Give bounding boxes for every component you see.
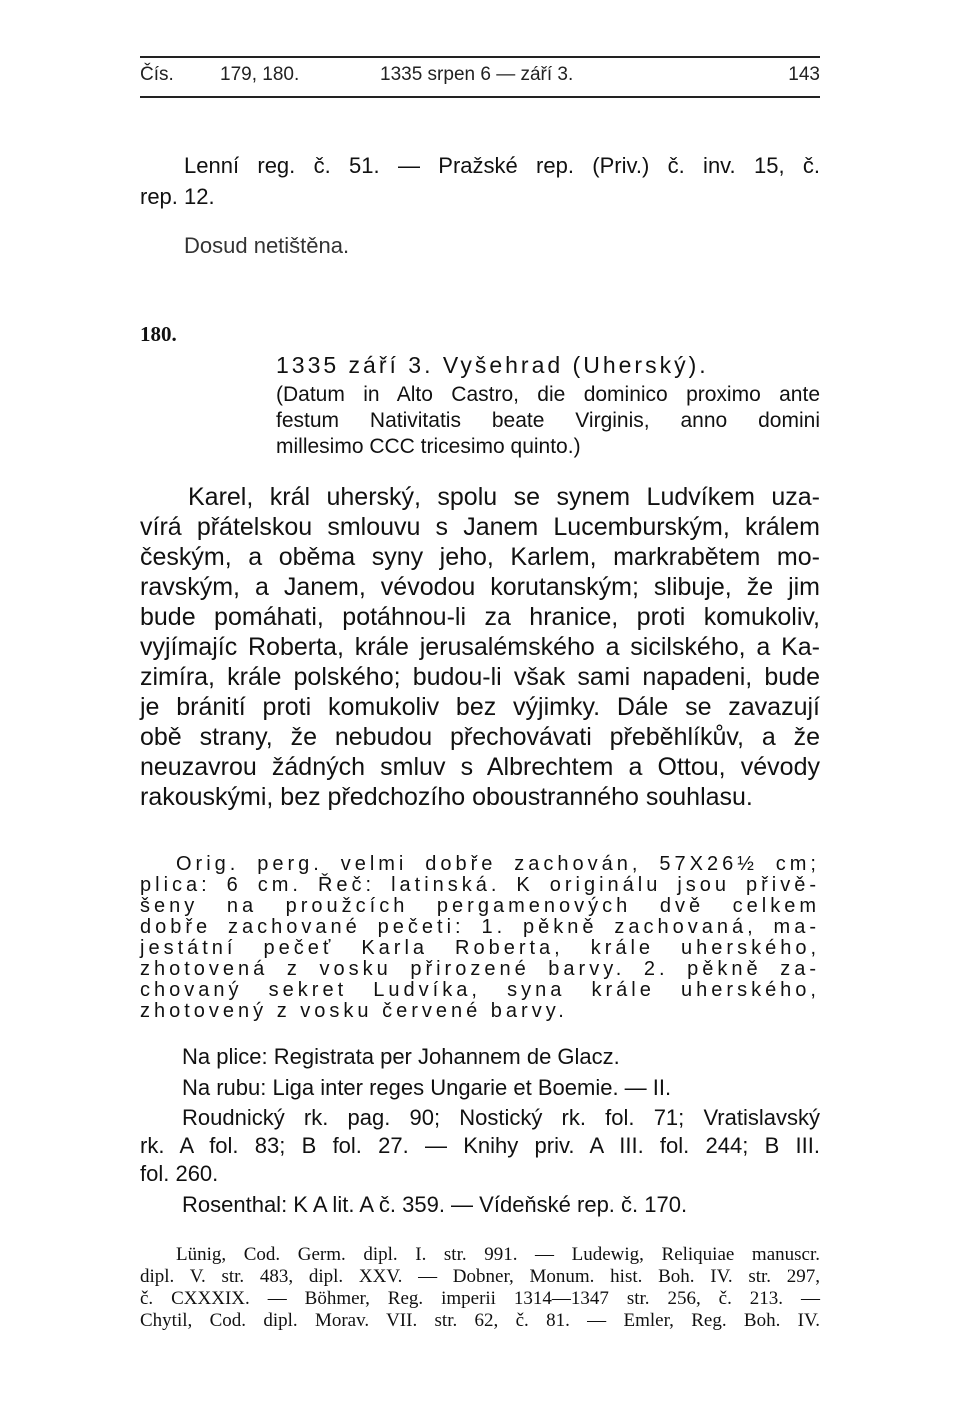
regest-line: českým, a oběma syny jeho, Karlem, markrabětem mo- xyxy=(140,543,820,571)
literature-line: Chytil, Cod. dipl. Morav. VII. str. 62, č. 81. — Emler, Reg. Boh. IV. xyxy=(140,1310,820,1331)
literature-line: č. CXXXIX. — Böhmer, Reg. imperii 1314—1347 str. 256, č. 213. — xyxy=(140,1288,820,1309)
datum-clause xyxy=(276,382,820,460)
header-numbers: 179, 180. xyxy=(220,64,300,85)
literature-line: dipl. V. str. 483, dipl. XXV. — Dobner, Monum. hist. Boh. IV. str. 297, xyxy=(140,1266,820,1287)
status-text: Dosud netištěna. xyxy=(184,233,350,258)
prev-entry-references xyxy=(140,150,820,212)
regest-line: vyjímajíc Roberta, krále jerusalémského a sicilského, a Ka- xyxy=(140,633,820,661)
description-line: dobře zachované pečeti: 1. pěkně zachovaná, ma- xyxy=(140,916,820,938)
copies-note xyxy=(140,1104,820,1188)
regest-line: obě strany, že nebudou přechovávati přeběhlíkův, a že xyxy=(140,723,820,751)
datum-line: millesimo CCC tricesimo quinto.) xyxy=(276,435,581,458)
regest-paragraph xyxy=(140,482,820,812)
description-line: chovaný sekret Ludvíka, syna krále uherského, xyxy=(140,979,820,1001)
regest-line: vírá přátelskou smlouvu s Janem Lucemburským, králem xyxy=(140,513,820,541)
copies-line: Roudnický rk. pag. 90; Nostický rk. fol. 71; Vratislavský xyxy=(182,1105,820,1130)
dorse-note: Na rubu: Liga inter reges Ungarie et Boemie. — II. xyxy=(182,1075,672,1100)
description-line: Orig. perg. velmi dobře zachován, 57X26½ cm; xyxy=(176,853,820,875)
description-line: jestátní pečeť Karla Roberta, krále uherského, xyxy=(140,937,820,959)
copies-line: fol. 260. xyxy=(140,1161,219,1186)
plica-note: Na plice: Registrata per Johannem de Glacz. xyxy=(182,1044,620,1069)
description-line: šeny na proužcích pergamenových dvě celkem xyxy=(140,895,820,917)
prev-ref-line: rep. 12. xyxy=(140,184,215,209)
top-rule xyxy=(140,56,820,58)
copies-line: rk. A fol. 83; B fol. 27. — Knihy priv. A III. fol. 244; B III. xyxy=(140,1133,820,1158)
entry-date-place: 1335 září 3. Vyšehrad (Uherský). xyxy=(276,352,709,378)
regest-line: Karel, král uherský, spolu se synem Ludvíkem uza- xyxy=(188,483,820,511)
description-line: plica: 6 cm. Řeč: latinská. K originálu jsou přivě- xyxy=(140,874,820,896)
regest-line: zimíra, krále polského; budou-li však sami napadeni, bude xyxy=(140,663,820,691)
regest-line: neuzavrou žádných smluv s Albrechtem a Ottou, vévody xyxy=(140,753,820,781)
datum-line: (Datum in Alto Castro, die dominico proximo ante xyxy=(276,383,820,406)
regest-line: je bránití proti komukoliv bez výjimky. Dále se zavazují xyxy=(140,693,820,721)
regest-line: bude pomáhati, potáhnou-li za hranice, proti komukoliv, xyxy=(140,603,820,631)
running-header xyxy=(140,64,820,94)
prev-entry-status xyxy=(184,230,864,261)
description-line: zhotovená z vosku přirozené barvy. 2. pěkně za- xyxy=(140,958,820,980)
regest-line: ravským, a Janem, vévodou korutanským; slibuje, že jim xyxy=(140,573,820,601)
regest-line: rakouskými, bez předchozího oboustranného souhlasu. xyxy=(140,783,753,811)
literature-line: Lünig, Cod. Germ. dipl. I. str. 991. — Ludewig, Reliquiae manuscr. xyxy=(176,1244,820,1265)
rosenthal-note: Rosenthal: K A lit. A č. 359. — Vídeňské rep. č. 170. xyxy=(182,1192,688,1217)
header-date-range: 1335 srpen 6 — září 3. xyxy=(380,64,574,85)
page-number: 143 xyxy=(788,64,820,85)
header-label: Čís. xyxy=(140,64,174,85)
prev-ref-line: Lenní reg. č. 51. — Pražské rep. (Priv.) č. inv. 15, č. xyxy=(184,153,820,178)
datum-line: festum Nativitatis beate Virginis, anno domini xyxy=(276,409,820,432)
entry-number: 180. xyxy=(140,322,177,346)
original-description xyxy=(140,854,820,1022)
header-rule xyxy=(140,96,820,98)
description-line: zhotovený z vosku červené barvy. xyxy=(140,1000,568,1022)
literature xyxy=(140,1244,820,1332)
